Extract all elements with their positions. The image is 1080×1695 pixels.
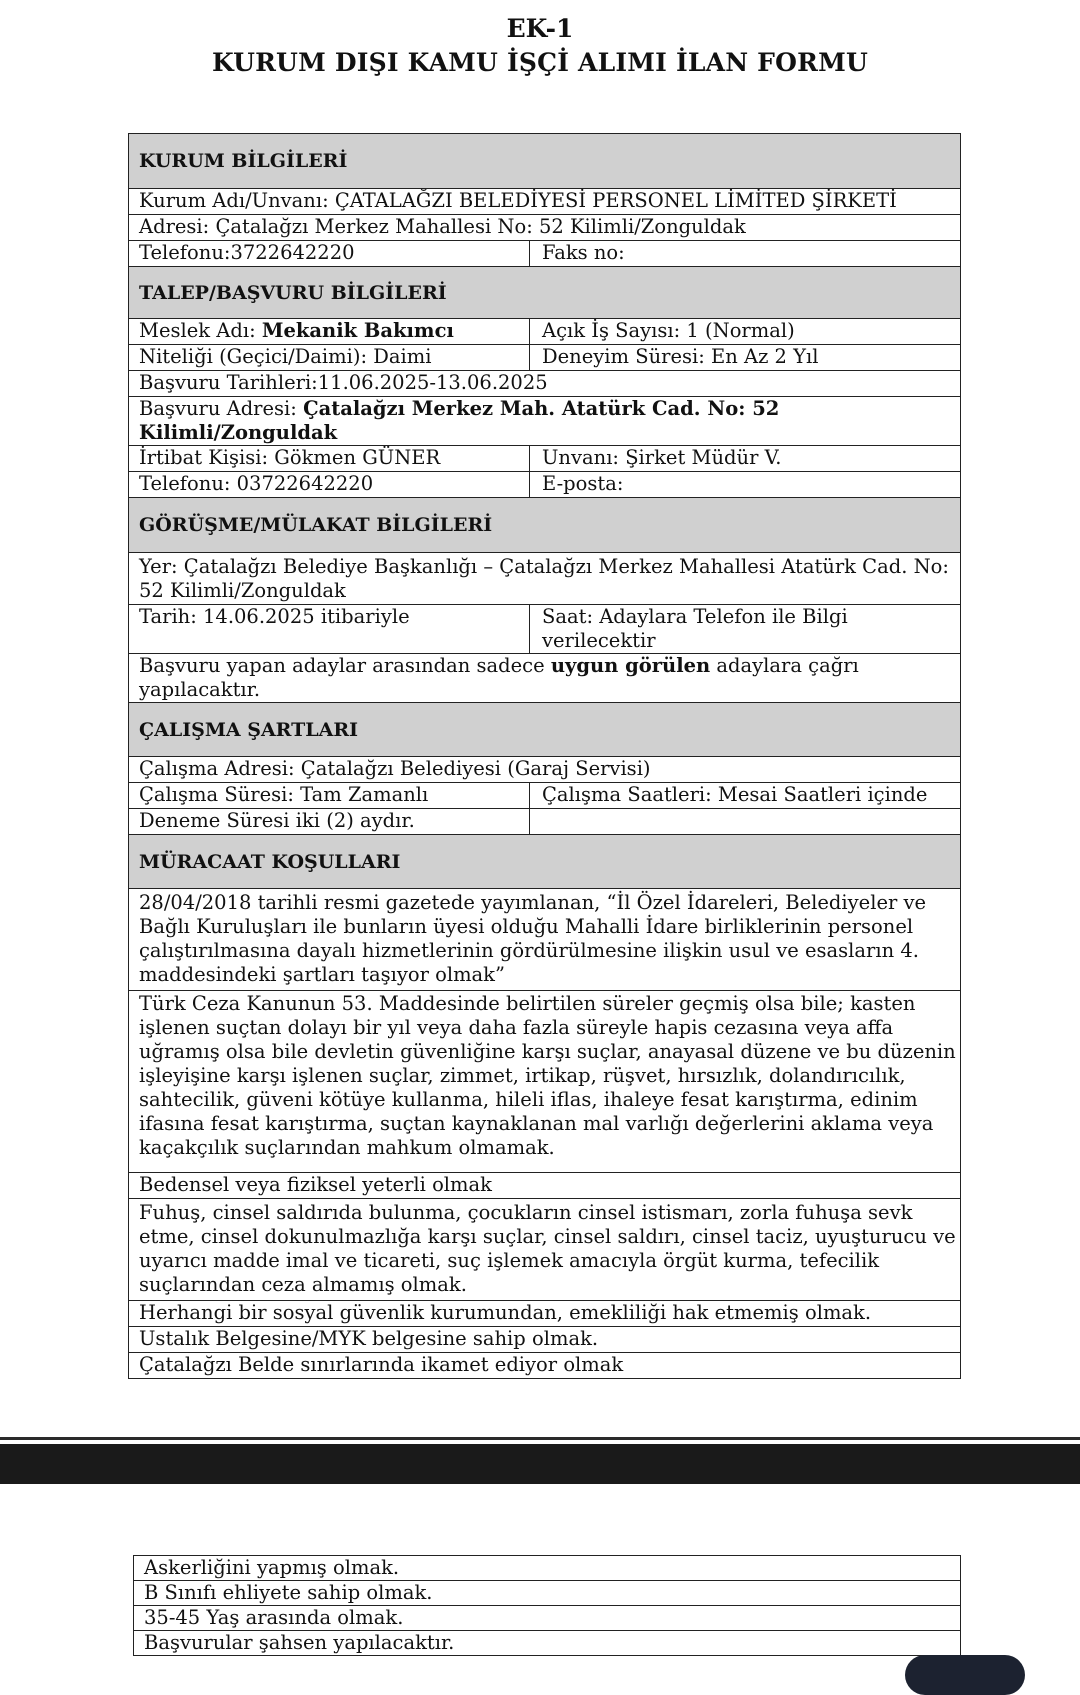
muracaat-item: Bedensel veya fiziksel yeterli olmak: [129, 1173, 961, 1199]
talep-eposta: E-posta:: [530, 472, 961, 498]
section-calisma-heading: ÇALIŞMA ŞARTLARI: [129, 703, 961, 757]
gorusme-not: [129, 654, 961, 703]
form-title: KURUM DIŞI KAMU İŞÇİ ALIMI İLAN FORMU: [212, 48, 868, 77]
calisma-adres: Çalışma Adresi: Çatalağzı Belediyesi (Garaj Servisi): [129, 757, 961, 783]
muracaat-item: Ustalık Belgesine/MYK belgesine sahip olmak.: [129, 1327, 961, 1353]
gorusme-yer: Yer: Çatalağzı Belediye Başkanlığı – Çatalağzı Merkez Mahallesi Atatürk Cad. No: 52 Kilimli/Zonguldak: [129, 553, 961, 605]
kurum-adi: Kurum Adı/Unvanı: ÇATALAĞZI BELEDİYESİ PERSONEL LİMİTED ŞİRKETİ: [129, 189, 961, 215]
muracaat-item: B Sınıfı ehliyete sahip olmak.: [134, 1581, 961, 1606]
gorusme-not-before: Başvuru yapan adaylar arasından sadece: [139, 654, 551, 677]
talep-basvuru-adresi: [129, 397, 961, 446]
section-gorusme-heading: GÖRÜŞME/MÜLAKAT BİLGİLERİ: [129, 498, 961, 553]
muracaat-item: Başvurular şahsen yapılacaktır.: [134, 1631, 961, 1656]
muracaat-item: 28/04/2018 tarihli resmi gazetede yayımlanan, “İl Özel İdareleri, Belediyeler ve Bağlı Kuruluşları ile bunların üyesi olduğu Mahalli İdare birliklerinin personel çalıştırılmasına dayalı hizmetlerinin gördürülmesine ilişkin usul ve esasların 4. maddesindeki şartları taşıyor olmak”: [129, 889, 961, 991]
page-break-band: [0, 1444, 1080, 1484]
calisma-deneme: Deneme Süresi iki (2) aydır.: [129, 809, 530, 835]
form-table-continued: [133, 1555, 961, 1656]
section-kurum-heading: KURUM BİLGİLERİ: [129, 134, 961, 189]
kurum-faks: Faks no:: [530, 241, 961, 267]
calisma-empty-cell: [530, 809, 961, 835]
muracaat-item: 35-45 Yaş arasında olmak.: [134, 1606, 961, 1631]
kurum-adres: Adresi: Çatalağzı Merkez Mahallesi No: 52 Kilimli/Zonguldak: [129, 215, 961, 241]
muracaat-item: Askerliğini yapmış olmak.: [134, 1556, 961, 1581]
talep-deneyim: Deneyim Süresi: En Az 2 Yıl: [530, 345, 961, 371]
talep-meslek-label: Meslek Adı:: [139, 319, 262, 342]
form-table: [128, 133, 961, 1379]
muracaat-item: Türk Ceza Kanunun 53. Maddesinde belirtilen süreler geçmiş olsa bile; kasten işlenen suçtan dolayı bir yıl veya daha fazla süreyle hapis cezasına veya affa uğramış olsa bile devletin güvenliğine karşı suçlar, anayasal düzene ve bu düzenin işleyişine karşı işlenen suçlar, zimmet, irtikap, rüşvet, hırsızlık, dolandırıcılık, sahtecilik, güveni kötüye kullanma, hileli iflas, ihaleye fesat karıştırma, edinim ifasına fesat karıştırma, suçtan kaynaklanan mal varlığı değerlerini aklama veya kaçakçılık suçlarından mahkum olmamak.: [129, 991, 961, 1173]
gorusme-not-after: adaylara çağrı yapılacaktır.: [139, 654, 859, 701]
talep-irtibat: İrtibat Kişisi: Gökmen GÜNER: [129, 446, 530, 472]
talep-meslek-value: Mekanik Bakımcı: [261, 319, 454, 342]
annex-label: EK-1: [506, 14, 574, 43]
corner-overlay: [905, 1655, 1025, 1695]
talep-adres-value: Çatalağzı Merkez Mah. Atatürk Cad. No: 52 Kilimli/Zonguldak: [139, 397, 780, 444]
muracaat-item: Herhangi bir sosyal güvenlik kurumundan, emekliliği hak etmemiş olmak.: [129, 1301, 961, 1327]
kurum-telefon: Telefonu:3722642220: [129, 241, 530, 267]
calisma-sure: Çalışma Süresi: Tam Zamanlı: [129, 783, 530, 809]
talep-tarihler: Başvuru Tarihleri:11.06.2025-13.06.2025: [129, 371, 961, 397]
section-muracaat-heading: MÜRACAAT KOŞULLARI: [129, 835, 961, 889]
talep-niteligi: Niteliği (Geçici/Daimi): Daimi: [129, 345, 530, 371]
talep-adres-label: Başvuru Adresi:: [139, 397, 304, 420]
gorusme-not-bold: uygun görülen: [550, 654, 711, 677]
talep-acik-is: Açık İş Sayısı: 1 (Normal): [530, 319, 961, 345]
gorusme-tarih: Tarih: 14.06.2025 itibariyle: [129, 605, 530, 654]
calisma-saatler: Çalışma Saatleri: Mesai Saatleri içinde: [530, 783, 961, 809]
page-break-line: [0, 1437, 1080, 1440]
talep-meslek: [129, 319, 530, 345]
talep-telefon: Telefonu: 03722642220: [129, 472, 530, 498]
talep-unvan: Unvanı: Şirket Müdür V.: [530, 446, 961, 472]
gorusme-saat: Saat: Adaylara Telefon ile Bilgi verilecektir: [530, 605, 961, 654]
muracaat-item: Fuhuş, cinsel saldırıda bulunma, çocukların cinsel istismarı, zorla fuhuşa sevk etme, cinsel dokunulmazlığa karşı suçlar, cinsel saldırı, cinsel taciz, uyuşturucu ve uyarıcı madde imal ve ticareti, suç işlemek amacıyla örgüt kurma, tefecilik suçlarından ceza almamış olmak.: [129, 1199, 961, 1301]
muracaat-item: Çatalağzı Belde sınırlarında ikamet ediyor olmak: [129, 1353, 961, 1379]
section-talep-heading: TALEP/BAŞVURU BİLGİLERİ: [129, 267, 961, 319]
